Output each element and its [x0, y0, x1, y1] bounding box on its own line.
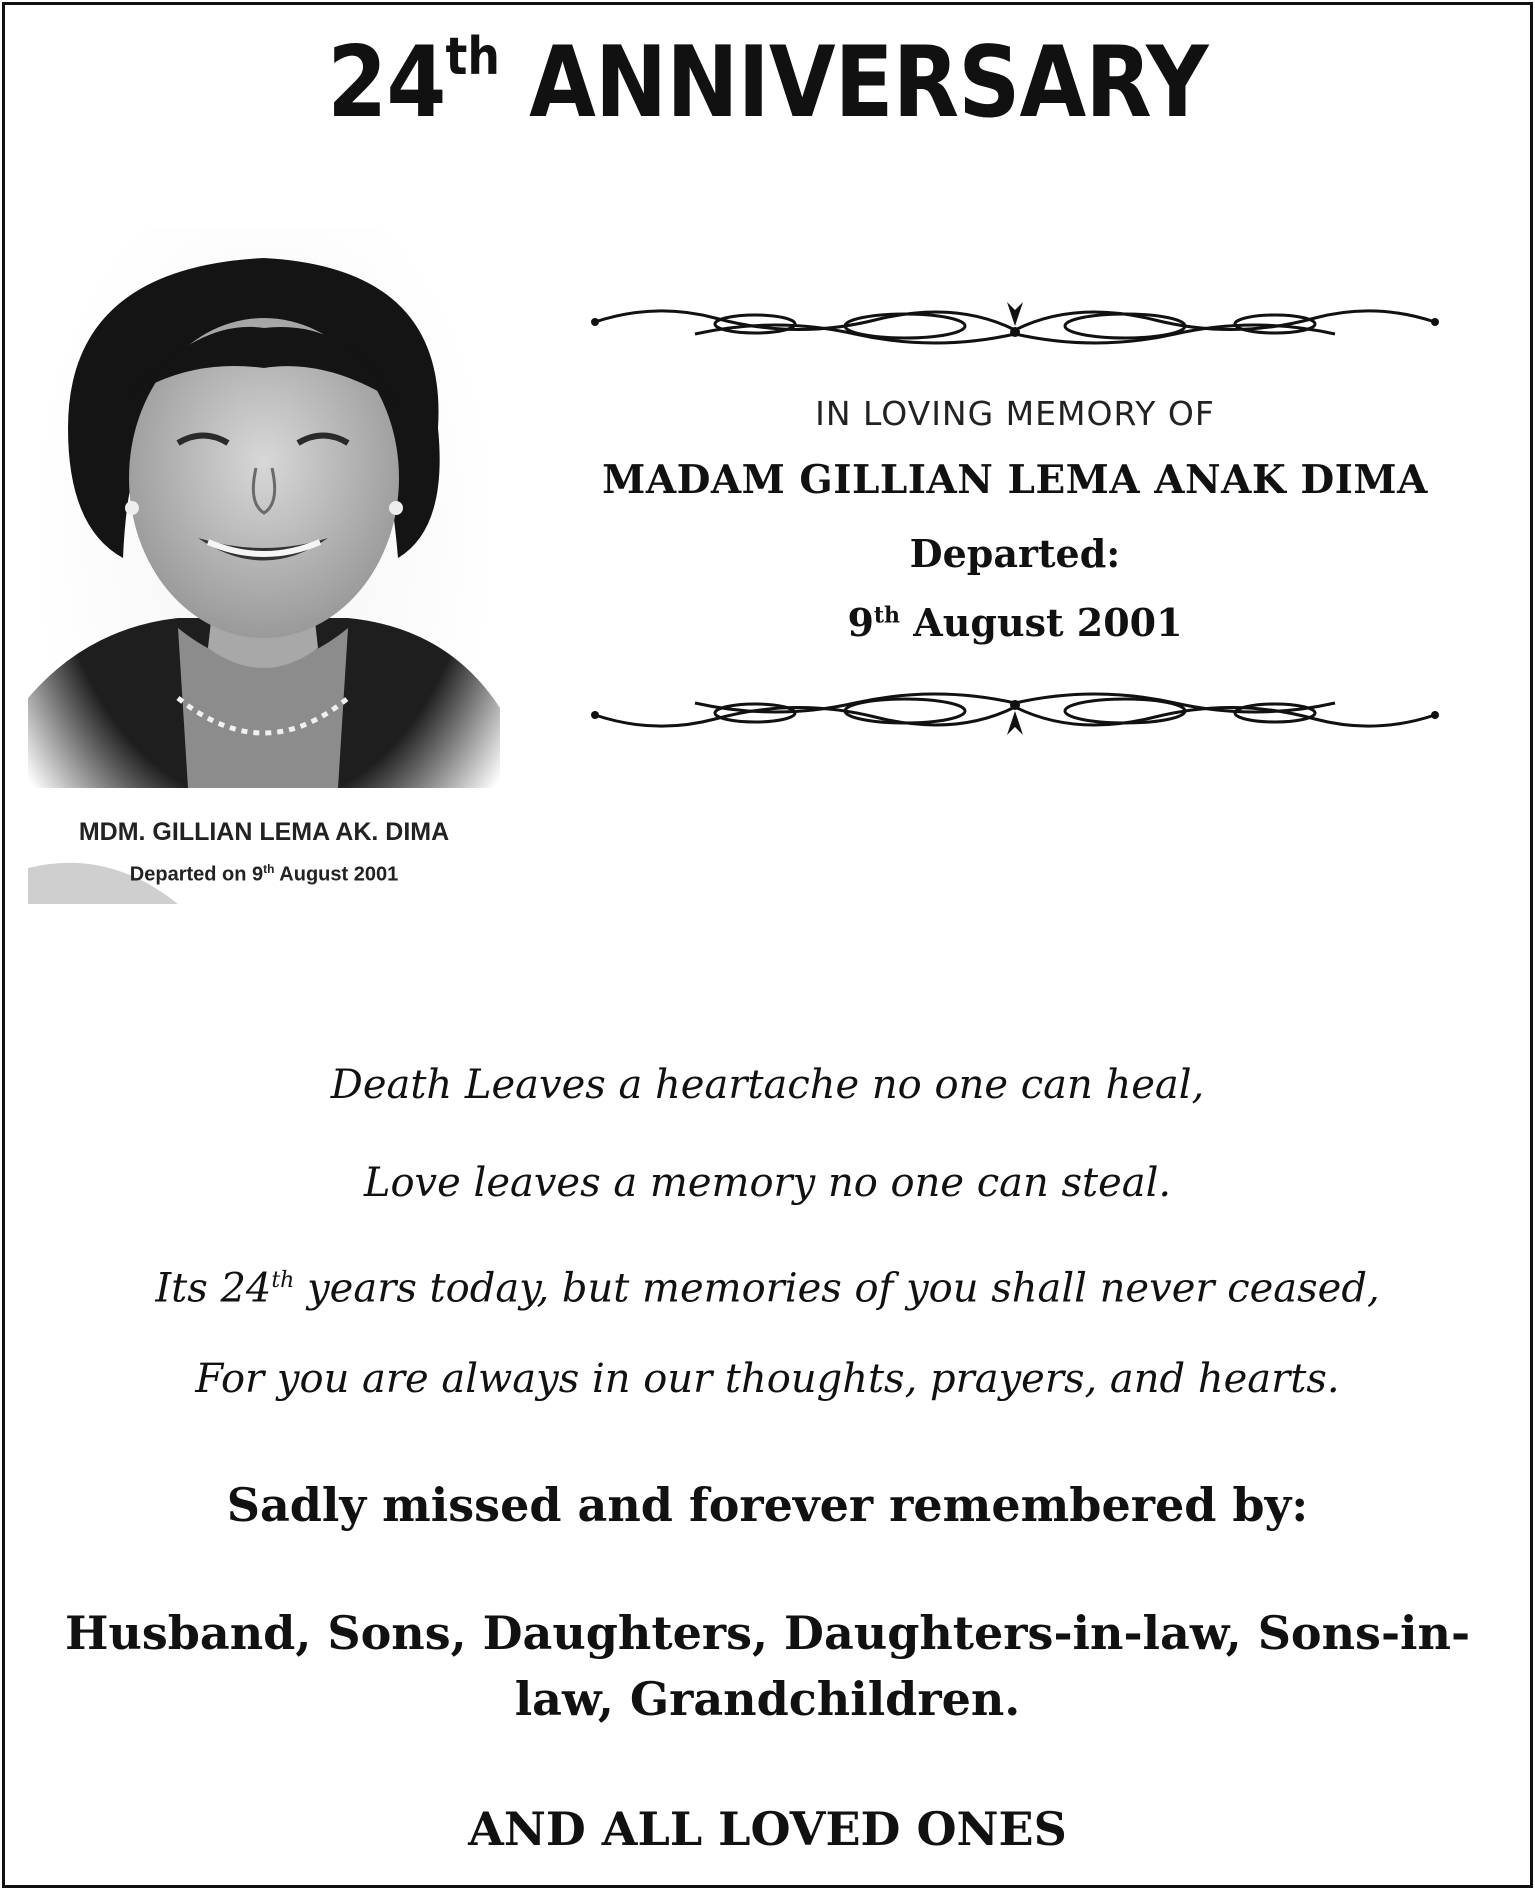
anniversary-number: 24	[327, 26, 446, 140]
poem-line-4: For you are always in our thoughts, prayers, and hearts.	[195, 1356, 1340, 1402]
photo-caption-date-rest: August 2001	[274, 863, 399, 886]
departed-label: Departed:	[909, 531, 1121, 576]
deceased-name: MADAM GILLIAN LEMA ANAK DIMA	[602, 457, 1428, 503]
poem-line-1: Death Leaves a heartache no one can heal,	[330, 1062, 1205, 1108]
photo-caption-name: MDM. GILLIAN LEMA AK. DIMA	[78, 818, 450, 846]
photo-caption-date	[28, 862, 500, 887]
poem	[0, 1036, 1535, 1428]
poem-line-3	[0, 1232, 1535, 1330]
memory-label: IN LOVING MEMORY OF	[815, 394, 1215, 433]
ornament-top-icon	[575, 290, 1455, 354]
anniversary-suffix: th	[445, 27, 501, 87]
poem-line-3-sup: th	[271, 1268, 295, 1293]
memorial-block	[520, 290, 1510, 747]
closing-line: AND ALL LOVED ONES	[468, 1802, 1067, 1856]
poem-line-3-post: years today, but memories of you shall never ceased,	[294, 1265, 1380, 1312]
poem-line-2: Love leaves a memory no one can steal.	[363, 1160, 1172, 1206]
departed-date-day: 9	[847, 600, 874, 645]
ornament-bottom-icon	[575, 683, 1455, 747]
departed-date-rest: August 2001	[900, 600, 1183, 645]
portrait-photo	[28, 228, 500, 904]
poem-line-3-pre: Its 24	[155, 1265, 272, 1312]
portrait-image	[28, 228, 500, 904]
anniversary-heading	[92, 26, 1443, 140]
photo-caption-date-prefix: Departed on 9	[129, 863, 264, 886]
family-list: Husband, Sons, Daughters, Daughters-in-law, Sons-in-law, Grandchildren.	[64, 1606, 1471, 1726]
anniversary-word: ANNIVERSARY	[529, 26, 1208, 140]
departed-date-suffix: th	[873, 602, 901, 629]
photo-caption-date-suffix: th	[263, 862, 275, 876]
departed-date	[520, 600, 1510, 645]
remembered-by-heading: Sadly missed and forever remembered by:	[226, 1478, 1309, 1532]
